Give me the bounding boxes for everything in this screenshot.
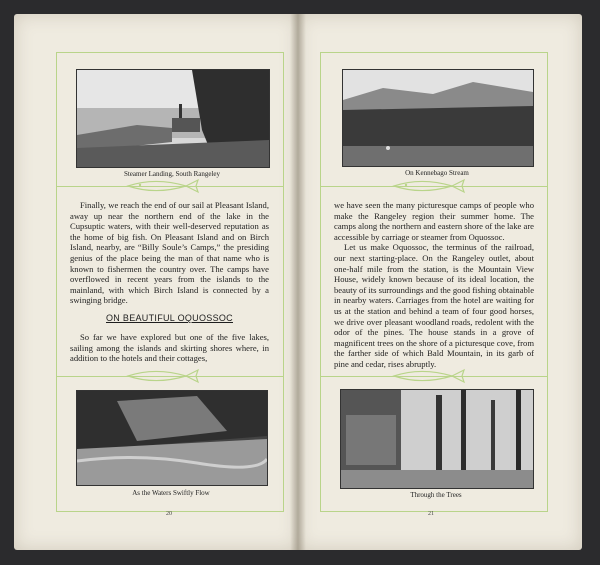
- caption-swiftly-flowing-waters: As the Waters Swiftly Flow: [132, 489, 210, 497]
- right-paragraph: we have seen the many picturesque camps of people who make the Rangeley region their summer home. The camps along the northern and eastern shore of the lake are accessible by carriage or steamer from Oquossoc. Let us make Oquossoc, the terminus of the railroad, our next starting-place. On the Rangeley outlet, about one-half mile from the station, is the Mountain View House, widely known because of its ideal location, the beauty of its surroundings and the good fishing obtainable in nearby waters. Carriages from the hotel are waiting for us at the station and behind a team of four good horses, we drive over pleasant woodland roads, redolent with the odor of the pines. The house stands in a grove of magnificent trees on the shore of a picturesque cove, from the farther side of which Bald Mountain, in its garb of pine and cedar, rises abruptly.: [334, 200, 535, 369]
- fish-ornament-icon: [126, 178, 214, 194]
- section-heading: ON BEAUTIFUL OQUOSSOC: [106, 313, 233, 323]
- right-page: [298, 14, 582, 550]
- caption-kennebago-stream: On Kennebago Stream: [405, 169, 469, 177]
- fish-ornament-icon: [392, 178, 480, 194]
- photo-swiftly-flowing-waters: [76, 390, 268, 486]
- book-gutter: [290, 14, 306, 550]
- booklet-spread: [14, 14, 582, 550]
- photo-kennebago-stream: [342, 69, 534, 167]
- page-number-left: 20: [166, 511, 172, 517]
- left-paragraph: Finally, we reach the end of our sail at Pleasant Island, away up near the northern end of the lake in the Cupsuptic waters, with their well-deserved reputation as the home of big fish. On Pleasant Island and on Birch Island, nearby, are “Billy Soule’s Camps,” the presiding genius of the place being the man of that name who is known to fishermen the country over. The camps have overflowed in recent years from the islands to the mainland, with which Birch Island is connected by a swinging bridge.: [70, 200, 269, 306]
- fish-ornament-icon: [126, 368, 214, 384]
- fish-ornament-icon: [392, 368, 480, 384]
- photo-steamer-landing: [76, 69, 270, 168]
- photo-through-the-trees: [340, 389, 534, 489]
- page-number-right: 21: [428, 511, 434, 517]
- left-page: [14, 14, 298, 550]
- caption-through-the-trees: Through the Trees: [410, 491, 462, 499]
- caption-steamer-landing: Steamer Landing, South Rangeley: [123, 170, 221, 178]
- left-paragraph-2: So far we have explored but one of the five lakes, sailing among the islands and skirting shores where, in addition to the hotels and their cottages,: [70, 332, 269, 364]
